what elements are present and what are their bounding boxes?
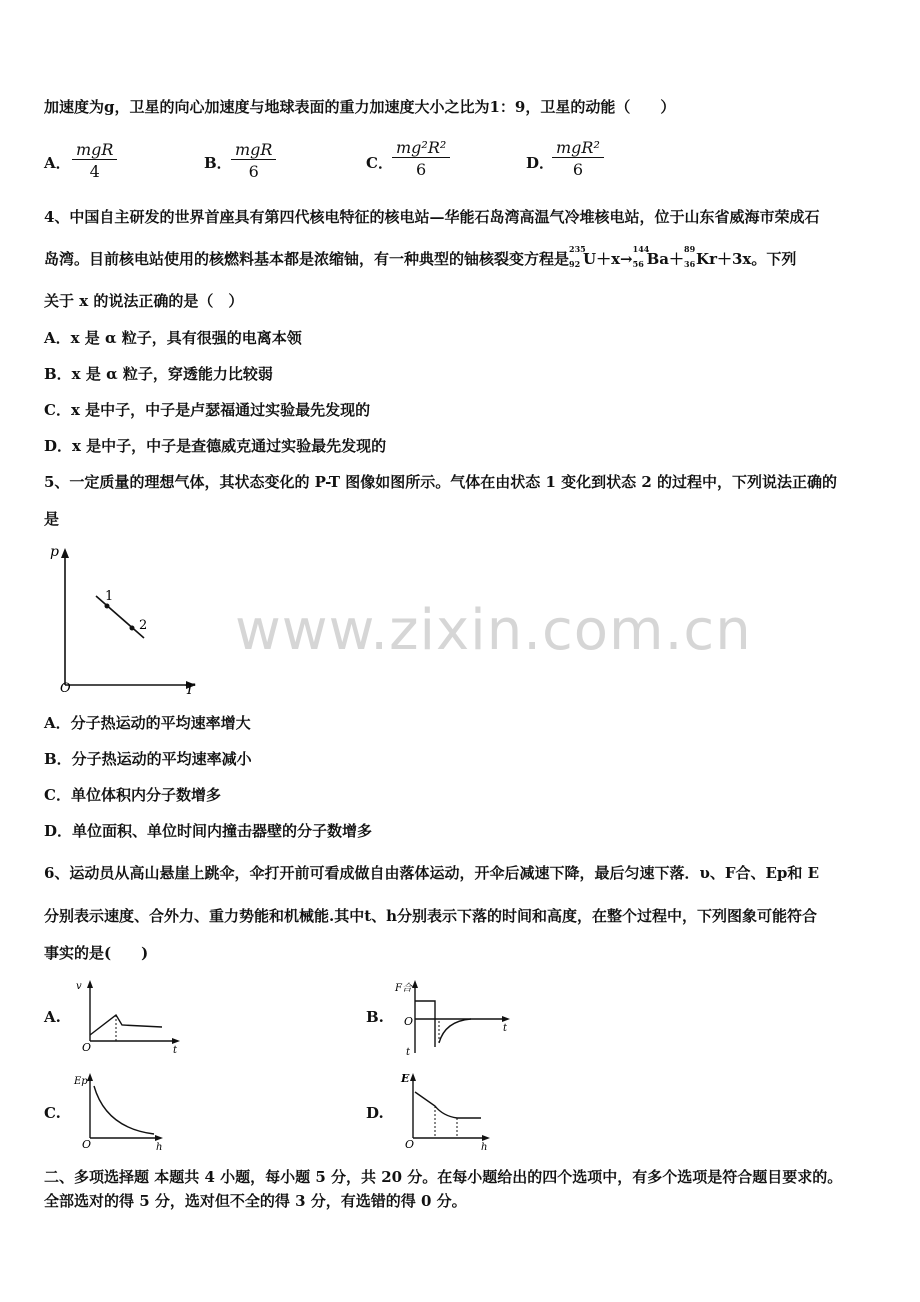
q6-graph-d-x-label: h — [481, 1142, 488, 1153]
q3-option-d-fraction — [552, 138, 604, 179]
q4-option-d: D．x 是中子，中子是查德威克通过实验最先发现的 — [44, 437, 387, 455]
q4-eq-plus-x: ＋x→ — [596, 250, 633, 268]
q5-point-2-label: 2 — [139, 618, 148, 633]
q6-graph-a-y-label: v — [76, 981, 82, 992]
q6-graph-c-x-arrow-icon — [155, 1135, 163, 1141]
q5-y-label: p — [50, 544, 59, 560]
q3-option-c-denominator: 6 — [416, 160, 427, 179]
q4-line-2 — [44, 244, 797, 269]
q4-eq-u-mass: 235 — [569, 244, 586, 254]
q6-line-3: 事实的是( ) — [44, 944, 149, 962]
q6-graph-d-y-arrow-icon — [410, 1073, 416, 1081]
watermark: www.zixin.com.cn — [235, 598, 752, 663]
q5-line-1: 5、一定质量的理想气体，其状态变化的 P-T 图像如图所示。气体在由状态 1 变化到状态 2 的过程中，下列说法正确的 — [44, 473, 838, 491]
q6-graph-b-label: B. — [366, 1008, 384, 1026]
q6-graph-a-curve — [90, 1015, 162, 1035]
q6-graph-b-x-label: t — [503, 1023, 508, 1034]
q4-eq-ba-charge: 56 — [632, 259, 644, 269]
q4-eq-ba-symbol: Ba — [646, 250, 670, 268]
q6-graph-c-label: C. — [44, 1104, 61, 1122]
q6-graph-a-x-label: t — [173, 1045, 178, 1055]
q6-graph-a-y-arrow-icon — [87, 980, 93, 988]
q6-graph-d-label: D. — [366, 1104, 384, 1122]
q6-graph-c-y-arrow-icon — [87, 1073, 93, 1081]
q4-line-3: 关于 x 的说法正确的是（ ） — [44, 292, 244, 310]
q6-graph-a-x-arrow-icon — [172, 1038, 180, 1044]
q6-graph-d — [393, 1068, 503, 1153]
q3-option-a-label: A． — [44, 154, 71, 172]
q3-option-a-denominator: 4 — [89, 162, 100, 181]
q3-option-a-numerator: mgR — [72, 140, 117, 160]
q5-process-line — [96, 596, 144, 638]
q3-option-c-numerator: mg²R² — [392, 138, 450, 158]
q3-option-c-label: C． — [366, 154, 393, 172]
q6-graph-a-origin: O — [82, 1041, 92, 1054]
q4-option-c: C．x 是中子，中子是卢瑟福通过实验最先发现的 — [44, 401, 371, 419]
q4-line-1: 4、中国自主研发的世界首座具有第四代核电特征的核电站—华能石岛湾高温气冷堆核电站，位于山东省威海市荣成石 — [44, 208, 820, 226]
q6-line-1: 6、运动员从高山悬崖上跳伞，伞打开前可看成做自由落体运动，开伞后减速下降，最后匀速下落．υ、F合、Ep和 E — [44, 864, 820, 882]
q3-option-d-label: D． — [526, 154, 555, 172]
q6-graph-d-y-label: E — [401, 1072, 410, 1085]
q6-graph-c-y-label: Ep — [74, 1076, 88, 1087]
section2-line-2: 全部选对的得 5 分，选对但不全的得 3 分，有选错的得 0 分。 — [44, 1192, 467, 1210]
q6-graph-b-origin: O — [404, 1015, 414, 1028]
q4-eq-uranium — [569, 244, 597, 269]
q5-state-2-dot — [130, 626, 135, 631]
q3-option-d-numerator: mgR² — [552, 138, 604, 158]
q3-stem: 加速度为g，卫星的向心加速度与地球表面的重力加速度大小之比为1：9，卫星的动能（ ） — [44, 98, 676, 116]
q5-line-2: 是 — [44, 510, 60, 528]
q6-graph-b — [393, 975, 518, 1060]
q6-graph-c — [70, 1068, 180, 1153]
q6-graph-b-curve — [439, 1019, 471, 1043]
q6-graph-a-label: A. — [44, 1008, 61, 1026]
q4-option-a: A．x 是 α 粒子，具有很强的电离本领 — [44, 329, 302, 347]
q5-pt-graph — [40, 540, 210, 700]
section2-line-1: 二、多项选择题 本题共 4 小题，每小题 5 分，共 20 分。在每小题给出的四个选项中，有多个选项是符合题目要求的。 — [44, 1168, 843, 1186]
q4-eq-tail: ＋3x。下列 — [717, 250, 797, 268]
q4-eq-u-charge: 92 — [569, 259, 581, 269]
q4-line-2-text: 岛湾。目前核电站使用的核燃料基本都是浓缩铀，有一种典型的铀核裂变方程是 — [44, 250, 570, 268]
q6-graph-b-y-label: F合 — [395, 983, 412, 994]
q3-option-d-denominator: 6 — [572, 160, 584, 179]
q5-option-d: D．单位面积、单位时间内撞击器壁的分子数增多 — [44, 822, 373, 840]
q5-y-arrow-icon — [61, 548, 69, 558]
q5-point-1-label: 1 — [105, 589, 114, 604]
q5-state-1-dot — [105, 604, 110, 609]
q5-option-b: B．分子热运动的平均速率减小 — [44, 750, 252, 768]
q6-graph-d-curve — [415, 1092, 481, 1118]
q4-eq-ba-mass: 144 — [632, 244, 650, 254]
q3-option-b-fraction — [231, 140, 276, 181]
q3-option-b-denominator: 6 — [248, 162, 259, 181]
q4-eq-krypton — [684, 244, 717, 269]
q6-graph-b-extra-label: t — [406, 1047, 411, 1058]
q3-option-b-numerator: mgR — [231, 140, 276, 160]
q6-graph-d-origin: O — [405, 1138, 415, 1151]
q5-option-c: C．单位体积内分子数增多 — [44, 786, 221, 804]
q6-line-2: 分别表示速度、合外力、重力势能和机械能.其中t、h分别表示下落的时间和高度，在整个过程中，下列图象可能符合 — [44, 907, 818, 925]
q6-graph-c-curve — [94, 1086, 154, 1134]
q5-option-a: A．分子热运动的平均速率增大 — [44, 714, 251, 732]
q6-graph-b-step — [415, 1001, 435, 1047]
q3-option-c-fraction — [392, 138, 450, 179]
q6-graph-d-x-arrow-icon — [482, 1135, 490, 1141]
q4-eq-kr-charge: 36 — [684, 259, 696, 269]
q4-eq-kr-mass: 89 — [684, 244, 696, 254]
q6-graph-a — [70, 975, 190, 1055]
q4-eq-barium — [632, 244, 670, 269]
q5-x-label: T — [185, 682, 195, 698]
q4-eq-plus: ＋ — [669, 250, 685, 268]
q6-graph-c-x-label: h — [156, 1142, 163, 1153]
q6-graph-c-origin: O — [82, 1138, 92, 1151]
q6-graph-b-x-arrow-icon — [502, 1016, 510, 1022]
q3-option-b-label: B． — [204, 154, 232, 172]
q5-origin-label: O — [60, 681, 71, 696]
q4-option-b: B．x 是 α 粒子，穿透能力比较弱 — [44, 365, 273, 383]
q4-eq-kr-symbol: Kr — [696, 250, 717, 268]
q4-eq-u-symbol: U — [583, 250, 597, 268]
q6-graph-b-y-arrow-icon — [412, 980, 418, 988]
q3-option-a-fraction — [72, 140, 117, 181]
